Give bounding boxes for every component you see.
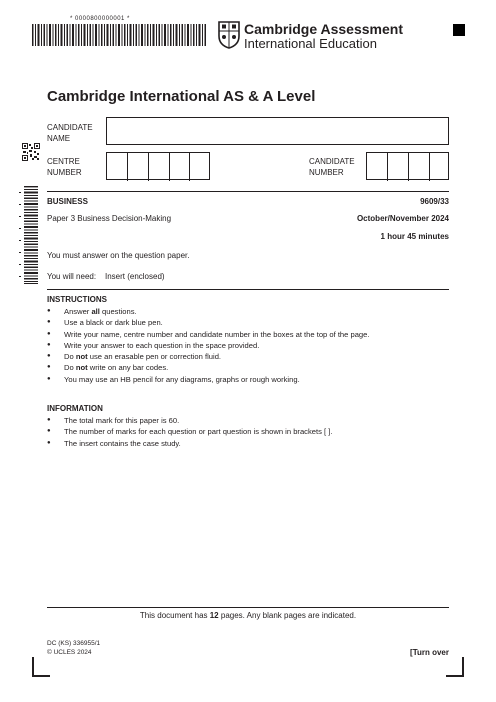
crop-mark-bottom-left-h xyxy=(32,675,50,677)
information-heading: INFORMATION xyxy=(47,404,103,413)
exam-duration: 1 hour 45 minutes xyxy=(380,232,449,241)
candidate-number-label: CANDIDATE NUMBER xyxy=(309,157,355,177)
list-item: ● The insert contains the case study. xyxy=(47,438,332,449)
list-item: ● Do not use an erasable pen or correction fluid. xyxy=(47,351,370,362)
instructions-heading: INSTRUCTIONS xyxy=(47,295,107,304)
exam-session: October/November 2024 xyxy=(356,214,449,223)
syllabus-code: 9609/33 xyxy=(420,197,449,206)
list-item: ● Do not write on any bar codes. xyxy=(47,362,370,373)
list-item: ● The total mark for this paper is 60. xyxy=(47,415,332,426)
crop-mark-bottom-right-v xyxy=(462,657,464,677)
you-will-need xyxy=(47,272,165,281)
turn-over: [Turn over xyxy=(410,648,449,657)
paper-title: Paper 3 Business Decision-Making xyxy=(47,214,172,223)
information-list xyxy=(47,415,332,449)
answer-note: You must answer on the question paper. xyxy=(47,251,190,260)
list-item: ● The number of marks for each question or part question is shown in brackets [ ]. xyxy=(47,426,332,437)
logo-line2: International Education xyxy=(244,36,377,51)
side-barcode xyxy=(18,186,38,284)
document-ref: DC (KS) 336955/1 xyxy=(47,640,101,647)
candidate-name-field[interactable] xyxy=(106,117,449,145)
crest-icon xyxy=(218,21,240,49)
candidate-name-label: CANDIDATE NAME xyxy=(47,123,93,143)
list-item: ● Write your answer to each question in the space provided. xyxy=(47,340,370,351)
divider-footer xyxy=(47,607,449,608)
instructions-list xyxy=(47,306,370,385)
crop-mark-bottom-left-v xyxy=(32,657,34,677)
list-item: ● Use a black or dark blue pen. xyxy=(47,317,370,328)
divider-top xyxy=(47,191,449,192)
page-title: Cambridge International AS & A Level xyxy=(47,88,316,105)
list-item: ● Write your name, centre number and candidate number in the boxes at the top of the page. xyxy=(47,329,370,340)
cambridge-logo xyxy=(218,21,408,51)
page-count-note: This document has 12 pages. Any blank pages are indicated. xyxy=(139,611,357,620)
qr-code xyxy=(22,143,40,161)
centre-number-label: CENTRE NUMBER xyxy=(47,157,82,177)
top-barcode xyxy=(32,24,206,46)
centre-number-field[interactable] xyxy=(106,152,210,180)
logo-line1: Cambridge Assessment xyxy=(244,21,403,37)
divider-middle xyxy=(47,289,449,290)
crop-mark-bottom-right-h xyxy=(446,675,464,677)
barcode-number: * 0000800000001 * xyxy=(70,16,130,22)
list-item: ● Answer all questions. xyxy=(47,306,370,317)
need-label: You will need: xyxy=(47,272,97,281)
list-item: ● You may use an HB pencil for any diagrams, graphs or rough working. xyxy=(47,374,370,385)
subject: BUSINESS xyxy=(47,197,88,206)
corner-registration-mark xyxy=(453,24,465,36)
need-value: Insert (enclosed) xyxy=(104,272,165,281)
candidate-number-field[interactable] xyxy=(366,152,449,180)
copyright: © UCLES 2024 xyxy=(47,649,92,656)
